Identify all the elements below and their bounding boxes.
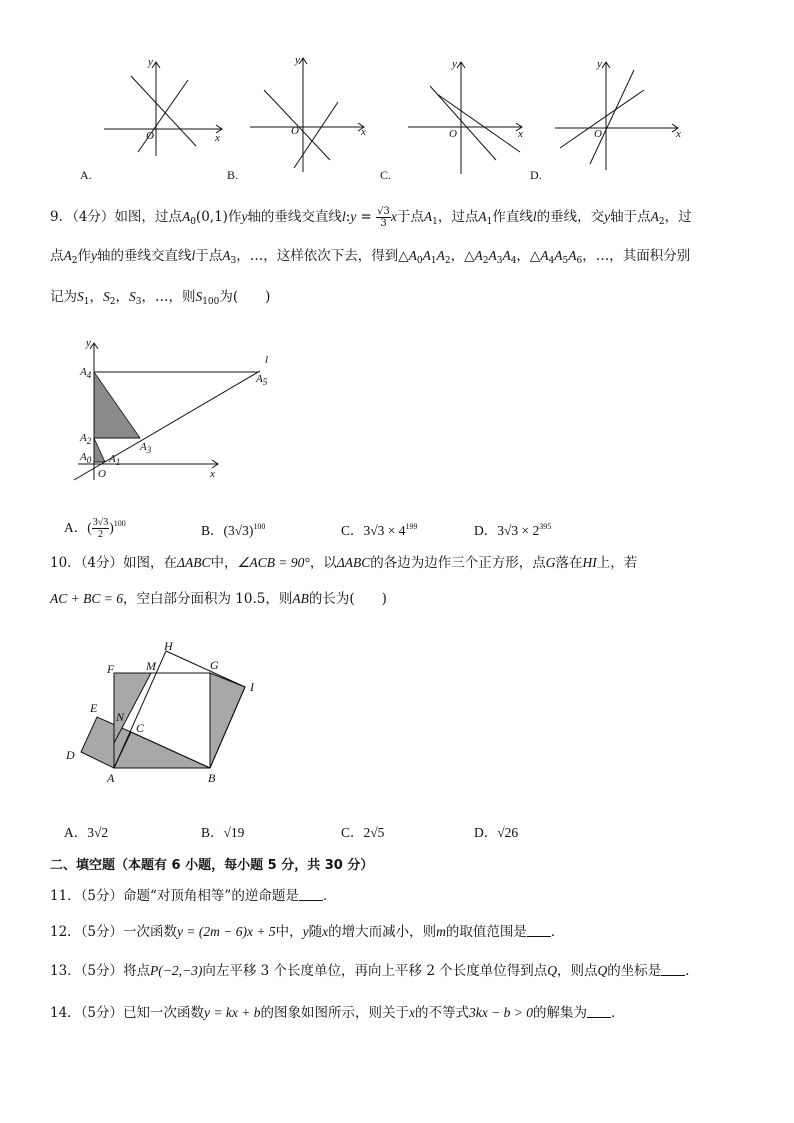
q10-label-d: D xyxy=(66,748,75,762)
graph-a-origin: O xyxy=(146,130,154,142)
q9-option-b[interactable]: B．$(3√3)^{100}$ xyxy=(201,522,266,538)
graph-c-y-label: y xyxy=(452,58,457,70)
q14: 14．（5分）已知一次函数y = kx + b的图象如图所示，则关于x的不等式3kx − b > 0的解集为 ． xyxy=(50,1005,625,1021)
q8-graphs-svg xyxy=(0,50,794,190)
q14-answer-blank[interactable] xyxy=(587,1005,611,1018)
q9-line-2: 点$A_2$作y轴的垂线交直线l于点$A_3$，…，这样依次下去，得到$\triangle A_0A_1A_2$，$\triangle A_2A_3A_4$，$\triangle A_4A_5A_6$，…，其面积分别 xyxy=(50,248,691,266)
q10-option-c[interactable]: C．2√5 xyxy=(341,825,385,840)
graph-c-origin: O xyxy=(449,128,457,140)
q10-option-d[interactable]: D．√26 xyxy=(474,825,519,840)
q8-option-c: C. xyxy=(380,168,392,182)
graph-b-origin: O xyxy=(291,125,299,137)
q12: 12．（5分）一次函数y = (2m − 6)x + 5中，y随x的增大而减小，则m的取值范围是 ． xyxy=(50,924,565,940)
q8-option-d: D. xyxy=(530,168,542,182)
q9-a4-label: $A_4$ xyxy=(80,366,92,380)
q10-label-f: F xyxy=(107,662,115,676)
q9-a0-label: $A_0$ xyxy=(80,451,92,465)
q9-option-c[interactable]: C．$3√3 \times 4^{199}$ xyxy=(341,522,418,538)
q10-line-2: AC + BC = 6，空白部分面积为 10.5，则AB的长为( ) xyxy=(50,591,387,607)
q9-option-a[interactable]: A．( $\frac{3√3}{2}$ )$^{100}$ xyxy=(64,517,126,541)
q10-label-i: I xyxy=(250,680,254,694)
graph-a-y-label: y xyxy=(148,56,153,68)
q10-option-a[interactable]: A．3√2 xyxy=(64,825,109,840)
q10-label-n: N xyxy=(116,710,125,724)
right-strip xyxy=(210,673,245,768)
graph-c-x-label: x xyxy=(518,128,523,140)
q10-line-1: 10．（4分）如图，在ΔABC中，∠ACB = 90°，以ΔABC的各边为边作三个正方形，点G落在HI上，若 xyxy=(50,555,638,571)
q9-line-3: 记为$S_1$，$S_2$，$S_3$，…，则$S_{100}$为( ) xyxy=(50,289,271,307)
q12-answer-blank[interactable] xyxy=(527,924,551,937)
q9-a3-label: $A_3$ xyxy=(140,441,152,455)
q10-label-e: E xyxy=(90,701,98,715)
q11-answer-blank[interactable] xyxy=(299,888,323,901)
q10-figure xyxy=(60,635,270,795)
q10-label-h: H xyxy=(164,639,173,653)
q10-label-g: G xyxy=(210,658,219,672)
graph-b xyxy=(250,58,364,172)
graph-d-origin: O xyxy=(594,128,602,140)
q8-graphs xyxy=(0,50,794,190)
q8-option-a: A. xyxy=(80,168,92,182)
q10-label-a: A xyxy=(107,771,115,785)
q9-diagram xyxy=(60,335,269,485)
q9-option-d[interactable]: D．$3√3 \times 2^{395}$ xyxy=(474,522,552,538)
graph-d-x-label: x xyxy=(676,128,681,140)
q9-x-label: x xyxy=(210,468,215,480)
q10-label-m: M xyxy=(146,659,156,673)
q13-answer-blank[interactable] xyxy=(661,963,685,976)
q9-a2-label: $A_2$ xyxy=(80,432,92,446)
triangle-abc xyxy=(114,732,210,768)
q9-a5-label: $A_5$ xyxy=(256,373,268,387)
q8-option-b: B. xyxy=(227,168,239,182)
section-2-heading: 二、填空题（本题有 6 小题，每小题 5 分，共 30 分） xyxy=(50,858,374,873)
q9-line-l-label: l xyxy=(265,354,269,366)
q9-y-label: y xyxy=(86,337,91,349)
q11: 11．（5分）命题“对顶角相等”的逆命题是 ． xyxy=(50,888,337,904)
graph-d-y-label: y xyxy=(597,58,602,70)
graph-c xyxy=(408,62,522,174)
q10-option-b[interactable]: B．√19 xyxy=(201,825,245,840)
q10-label-b: B xyxy=(208,771,216,785)
q9-a1-label: $A_1$ xyxy=(109,453,121,467)
graph-a xyxy=(104,62,222,156)
graph-b-y-label: y xyxy=(295,54,300,66)
graph-d xyxy=(555,62,678,170)
q9-fraction: $\frac{√3}{3}$ xyxy=(377,206,390,229)
graph-a-x-label: x xyxy=(215,132,220,144)
q13: 13．（5分）将点P(−2,−3)向左平移 3 个长度单位，再向上平移 2 个长度单位得到点Q，则点Q的坐标是 ． xyxy=(50,963,699,979)
q10-label-c: C xyxy=(136,721,145,735)
q9-origin: O xyxy=(98,468,106,480)
q9-line-1: 9．（4分）如图，过点$A_0(0,1)$作y轴的垂线交直线l:y = $\frac{√3}{3}$ x于点$A_1$，过点$A_1$作直线l的垂线，交y轴于点$A_2$，过 xyxy=(50,206,692,229)
graph-b-x-label: x xyxy=(361,126,366,138)
